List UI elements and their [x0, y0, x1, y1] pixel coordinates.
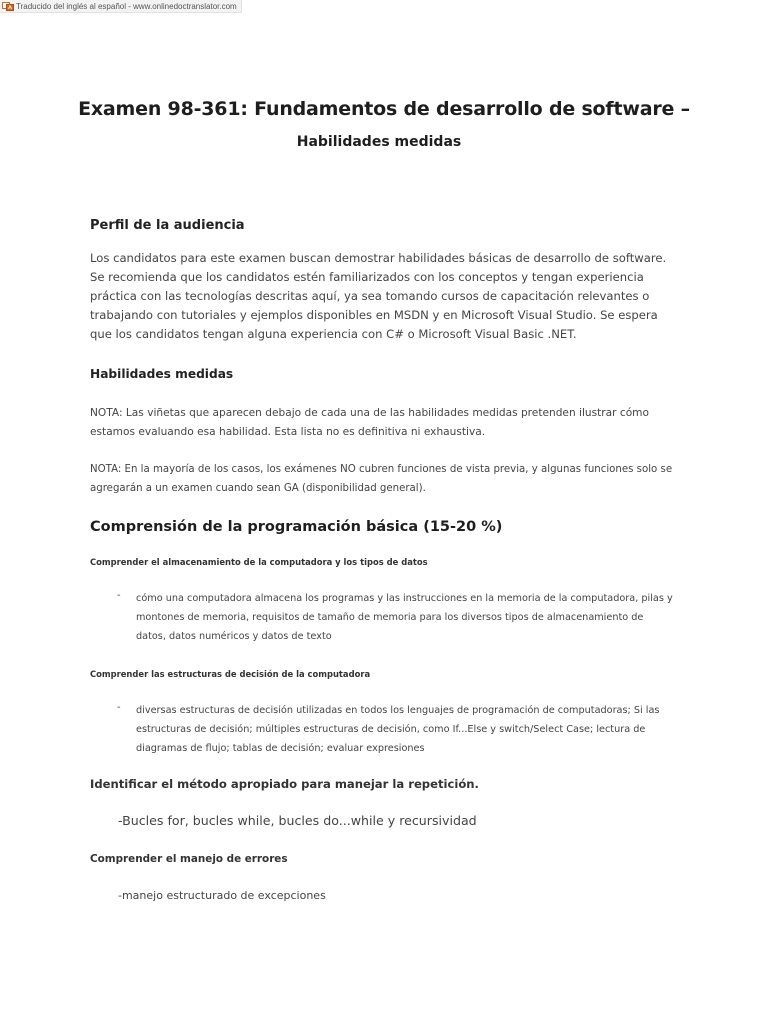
bullet-item-decisions: diversas estructuras de decisión utilizadas en todos los lenguajes de programación de computadoras; Si las estructuras de decisión; múltiples estructuras de decisión, como If...Else y switch/Select Case; lectura de diagramas de flujo; tablas de decisión; evaluar expresiones: [136, 705, 660, 754]
topic-heading-storage: Comprender el almacenamiento de la computadora y los tipos de datos: [90, 557, 428, 567]
repetition-item: -Bucles for, bucles while, bucles do...while y recursividad: [118, 813, 477, 828]
bullet-dash: -: [117, 702, 121, 713]
bullet-item-storage: cómo una computadora almacena los programas y las instrucciones en la memoria de la computadora, pilas y montones de memoria, requisitos de tamaño de memoria para los diversos tipos de almacenamiento de datos, datos numéricos y datos de texto: [136, 593, 673, 642]
section-heading: Comprensión de la programación básica (15-20 %): [90, 519, 503, 535]
audience-heading: Perfil de la audiencia: [90, 218, 245, 233]
note-paragraph-2: NOTA: En la mayoría de los casos, los exámenes NO cubren funciones de vista previa, y algunas funciones solo se agregarán a un examen cuando sean GA (disponibilidad general).: [90, 464, 673, 494]
note-paragraph-1: NOTA: Las viñetas que aparecen debajo de cada una de las habilidades medidas pretenden ilustrar cómo estamos evaluando esa habilidad. Esta lista no es definitiva ni exhaustiva.: [90, 407, 649, 438]
audience-paragraph: Los candidatos para este examen buscan demostrar habilidades básicas de desarrollo de software. Se recomienda que los candidatos estén familiarizados con los conceptos y tengan experiencia práctica con las tecnologías descritas aquí, ya sea tomando cursos de capacitación relevantes o trabajando con tutoriales y ejemplos disponibles en MSDN y en Microsoft Visual Studio. Se espera que los candidatos tengan alguna experiencia con C# o Microsoft Visual Basic .NET.: [90, 251, 667, 341]
topic-heading-decisions: Comprender las estructuras de decisión de la computadora: [90, 669, 371, 679]
document-title: Examen 98-361: Fundamentos de desarrollo de software –: [78, 98, 690, 120]
repetition-heading: Identificar el método apropiado para manejar la repetición.: [90, 777, 479, 791]
translator-banner[interactable]: [0, 0, 242, 13]
translate-icon: [2, 2, 14, 11]
translator-banner-text[interactable]: Traducido del inglés al español - www.onlinedoctranslator.com: [16, 1, 237, 11]
errors-heading: Comprender el manejo de errores: [90, 853, 288, 865]
bullet-dash: -: [117, 590, 121, 601]
skills-heading: Habilidades medidas: [90, 367, 234, 381]
errors-item: -manejo estructurado de excepciones: [118, 889, 326, 902]
document-subtitle: Habilidades medidas: [296, 134, 462, 150]
